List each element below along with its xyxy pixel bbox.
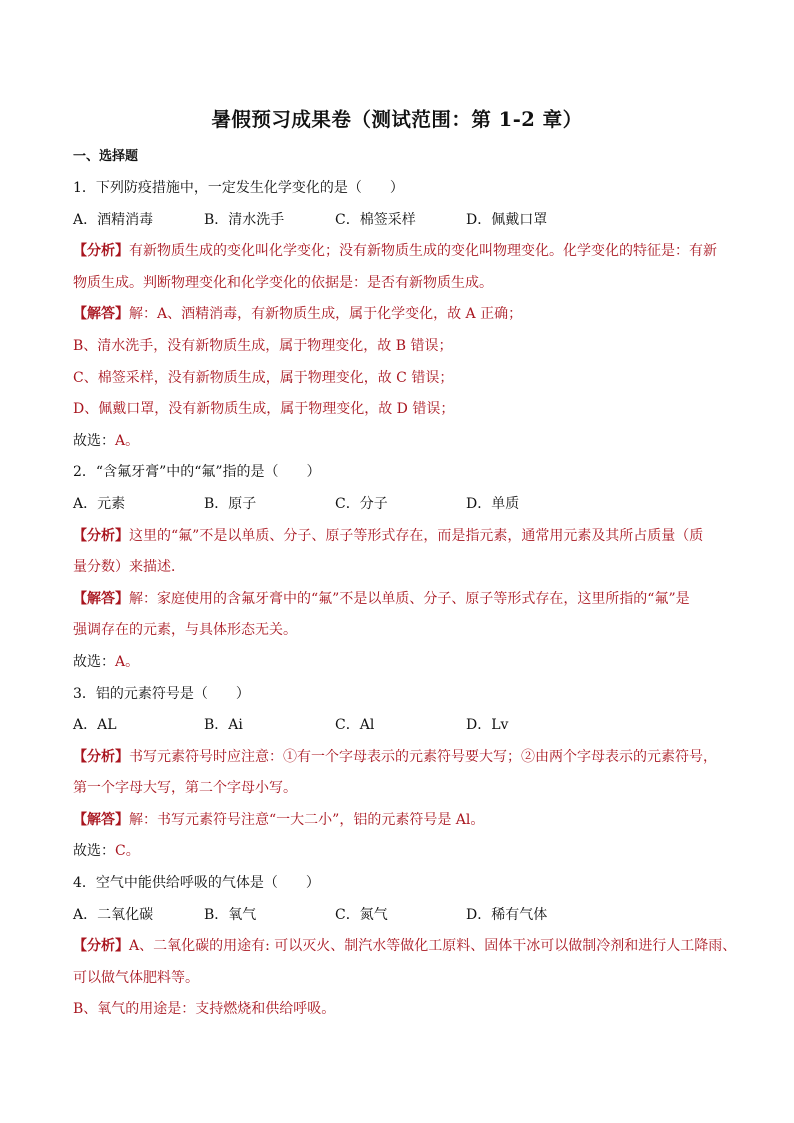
- analysis-line: [73, 521, 733, 553]
- choice-label: 故选：: [73, 432, 115, 449]
- answer-tag: 【解答】: [73, 811, 129, 828]
- option-c: C．棉签采样: [335, 211, 416, 228]
- analysis-line: [73, 742, 733, 774]
- analysis-text: 这里的“氟”不是以单质、分子、原子等形式存在，而是指元素，通常用元素及其所占质量（质: [129, 527, 704, 544]
- question-stem: 1．下列防疫措施中，一定发生化学变化的是（ ）: [73, 180, 404, 196]
- option-d: D．单质: [466, 495, 520, 512]
- analysis-tag: 【分析】: [73, 527, 129, 544]
- analysis-text: 第一个字母大写，第二个字母小写。: [73, 780, 297, 797]
- option-d: D．稀有气体: [466, 906, 548, 923]
- answer-line: [73, 299, 733, 331]
- choice-label: 故选：: [73, 653, 115, 670]
- option-a: A．元素: [73, 495, 126, 512]
- analysis-tag: 【分析】: [73, 748, 129, 765]
- question-stem: 4．空气中能供给呼吸的气体是（ ）: [73, 875, 320, 892]
- options-row: [73, 489, 733, 521]
- answer-text: C、棉签采样，没有新物质生成，属于物理变化，故 C 错误；: [73, 369, 454, 386]
- option-a: A．二氧化碳: [73, 906, 154, 923]
- answer-text: B、清水洗手，没有新物质生成，属于物理变化，故 B 错误；: [73, 337, 453, 354]
- options-row: [73, 900, 733, 932]
- options-row: [73, 205, 733, 237]
- answer-text: 强调存在的元素，与具体形态无关。: [73, 622, 297, 639]
- option-b: B．Ai: [204, 717, 243, 734]
- answer-text: D、佩戴口罩，没有新物质生成，属于物理变化，故 D 错误；: [73, 401, 455, 418]
- section-heading: 一、选择题: [73, 149, 139, 164]
- answer-tag: 【解答】: [73, 590, 129, 607]
- question-stem: 3．铝的元素符号是（ ）: [73, 685, 250, 702]
- analysis-tag: 【分析】: [73, 938, 129, 955]
- choice-value: A。: [115, 432, 140, 449]
- answer-text: 解：A、酒精消毒，有新物质生成，属于化学变化，故 A 正确；: [129, 306, 523, 323]
- option-a: A．酒精消毒: [73, 211, 154, 228]
- analysis-tag: 【分析】: [73, 243, 129, 260]
- analysis-text: B、氧气的用途是：支持燃烧和供给呼吸。: [73, 1001, 336, 1018]
- final-choice: [73, 836, 733, 868]
- analysis-line: [73, 931, 737, 963]
- analysis-text: 书写元素符号时应注意：①有一个字母表示的元素符号要大写；②由两个字母表示的元素符号，: [129, 748, 717, 765]
- answer-line: [73, 805, 733, 837]
- option-b: B．原子: [204, 495, 257, 512]
- option-c: C．氮气: [335, 906, 388, 923]
- page-title: 暑假预习成果卷（测试范围：第 1-2 章）: [211, 108, 583, 131]
- analysis-text: 量分数）来描述．: [73, 559, 185, 576]
- analysis-line: [73, 236, 733, 268]
- options-row: [73, 710, 733, 742]
- option-b: B．清水洗手: [204, 211, 285, 228]
- analysis-text: 可以做气体肥料等。: [73, 969, 199, 986]
- option-d: D．佩戴口罩: [466, 211, 548, 228]
- option-a: A．AL: [73, 717, 117, 734]
- answer-text: 解：家庭使用的含氟牙膏中的“氟”不是以单质、分子、原子等形式存在，这里所指的“氟”是: [129, 590, 690, 607]
- option-c: C．分子: [335, 495, 388, 512]
- option-b: B．氧气: [204, 906, 257, 923]
- option-d: D．Lv: [466, 717, 509, 734]
- answer-text: 解：书写元素符号注意“一大二小”，铝的元素符号是 Al。: [129, 811, 485, 828]
- question-stem: 2．“含氟牙膏”中的“氟”指的是（ ）: [73, 464, 321, 481]
- choice-value: C。: [115, 843, 140, 860]
- choice-label: 故选：: [73, 843, 115, 860]
- option-c: C．Al: [335, 717, 375, 734]
- analysis-text: 物质生成。判断物理变化和化学变化的依据是：是否有新物质生成。: [73, 274, 493, 291]
- analysis-text: 有新物质生成的变化叫化学变化；没有新物质生成的变化叫物理变化。化学变化的特征是：有新: [129, 243, 717, 260]
- content: [73, 173, 737, 1026]
- answer-tag: 【解答】: [73, 306, 129, 323]
- analysis-text: A、二氧化碳的用途有: 可以灭火、制汽水等做化工原料、固体干冰可以做制冷剂和进行人工降雨、: [129, 938, 737, 955]
- answer-line: [73, 584, 733, 616]
- final-choice: [73, 647, 733, 679]
- final-choice: [73, 426, 733, 458]
- choice-value: A。: [115, 653, 140, 670]
